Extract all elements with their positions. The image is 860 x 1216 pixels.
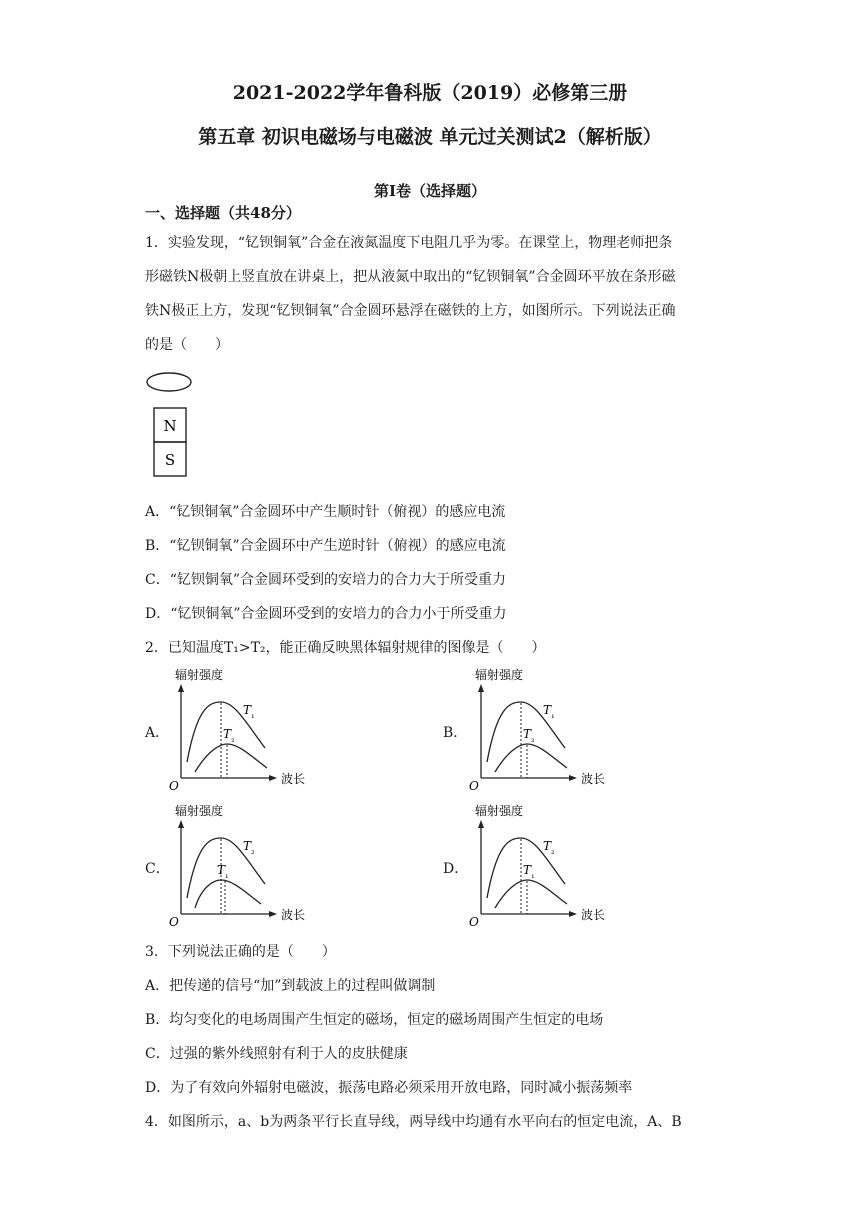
q1-stem-line: 铁N极正上方，发现“钇钡铜氧”合金圆环悬浮在磁铁的上方，如图所示。下列说法正确 [145, 303, 676, 319]
q2-option-a-label: A． [145, 725, 170, 741]
q4-stem: 4．如图所示，a、b为两条平行长直导线，两导线中均通有水平向右的恒定电流，A、B [145, 1114, 682, 1130]
lower-curve-label: $T_{_2}$ [523, 727, 535, 745]
lower-curve-label: $T_{_1}$ [217, 863, 229, 881]
q2-graph-d [465, 800, 615, 932]
volume-label: 第Ⅰ卷（选择题） [373, 182, 487, 200]
q2-option-c-label: C． [145, 861, 170, 877]
y-axis-label: 辐射强度 [175, 804, 224, 818]
upper-curve-label: $T_{_1}$ [243, 703, 255, 721]
alloy-ring [147, 373, 191, 391]
y-axis-arrow [178, 684, 184, 692]
y-axis-arrow [178, 820, 184, 828]
q2-graph-c [165, 800, 310, 932]
origin-label: O [169, 779, 179, 793]
x-axis-arrow [269, 775, 277, 781]
lower-curve-label: $T_{_1}$ [523, 863, 535, 881]
y-axis-label: 辐射强度 [175, 668, 224, 682]
q2-graph-a [165, 664, 305, 796]
lower-curve [195, 744, 267, 772]
y-axis-label: 辐射强度 [475, 668, 524, 682]
q1-magnet-figure [140, 368, 210, 480]
document-title-line1: 2021-2022学年鲁科版（2019）必修第三册 [232, 82, 628, 104]
x-axis-arrow [269, 911, 277, 917]
q1-option-c: C．“钇钡铜氧”合金圆环受到的安培力的合力大于所受重力 [145, 572, 507, 588]
q3-stem: 3．下列说法正确的是（ ） [145, 944, 336, 960]
y-axis-arrow [478, 820, 484, 828]
upper-curve-label: $T_{_2}$ [243, 839, 255, 857]
x-axis-arrow [569, 911, 577, 917]
q2-graph-b [465, 664, 615, 796]
x-axis-label: 波长 [581, 772, 606, 786]
lower-curve [495, 744, 567, 772]
lower-curve-label: $T_{_2}$ [223, 727, 235, 745]
q1-stem-line: 的是（ ） [145, 337, 229, 353]
x-axis-label: 波长 [281, 772, 305, 786]
x-axis-label: 波长 [581, 908, 606, 922]
origin-label: O [169, 915, 179, 929]
lower-curve [495, 880, 567, 908]
q2-option-d-label: D． [443, 861, 469, 877]
y-axis-label: 辐射强度 [475, 804, 524, 818]
q1-stem-line: 形磁铁N极朝上竖直放在讲桌上，把从液氮中取出的“钇钡铜氧”合金圆环平放在条形磁 [145, 269, 676, 285]
q2-option-b-label: B． [443, 725, 468, 741]
q3-option-a: A．把传递的信号“加”到载波上的过程叫做调制 [145, 978, 436, 994]
q1-option-d: D．“钇钡铜氧”合金圆环受到的安培力的合力小于所受重力 [145, 606, 507, 622]
q1-option-a: A．“钇钡铜氧”合金圆环中产生顺时针（俯视）的感应电流 [145, 504, 506, 520]
lower-curve [195, 880, 261, 908]
origin-label: O [469, 779, 479, 793]
q1-option-b: B．“钇钡铜氧”合金圆环中产生逆时针（俯视）的感应电流 [145, 538, 506, 554]
q3-option-b: B．均匀变化的电场周围产生恒定的磁场，恒定的磁场周围产生恒定的电场 [145, 1012, 604, 1028]
upper-curve-label: $T_{_1}$ [543, 703, 555, 721]
magnet-south-label: S [164, 451, 176, 469]
x-axis-arrow [569, 775, 577, 781]
magnet-north-label: N [163, 417, 177, 435]
upper-curve-label: $T_{_2}$ [543, 839, 555, 857]
y-axis-arrow [478, 684, 484, 692]
q3-option-d: D．为了有效向外辐射电磁波，振荡电路必须采用开放电路，同时减小振荡频率 [145, 1080, 633, 1096]
origin-label: O [469, 915, 479, 929]
q3-option-c: C．过强的紫外线照射有利于人的皮肤健康 [145, 1046, 408, 1062]
section-heading: 一、选择题（共48分） [145, 204, 301, 222]
document-title-line2: 第五章 初识电磁场与电磁波 单元过关测试2（解析版） [198, 126, 662, 148]
q1-stem-line: 1．实验发现，“钇钡铜氧”合金在液氮温度下电阻几乎为零。在课堂上，物理老师把条 [145, 235, 673, 251]
q2-stem: 2．已知温度T₁>T₂，能正确反映黑体辐射规律的图像是（ ） [145, 640, 546, 656]
x-axis-label: 波长 [281, 908, 306, 922]
